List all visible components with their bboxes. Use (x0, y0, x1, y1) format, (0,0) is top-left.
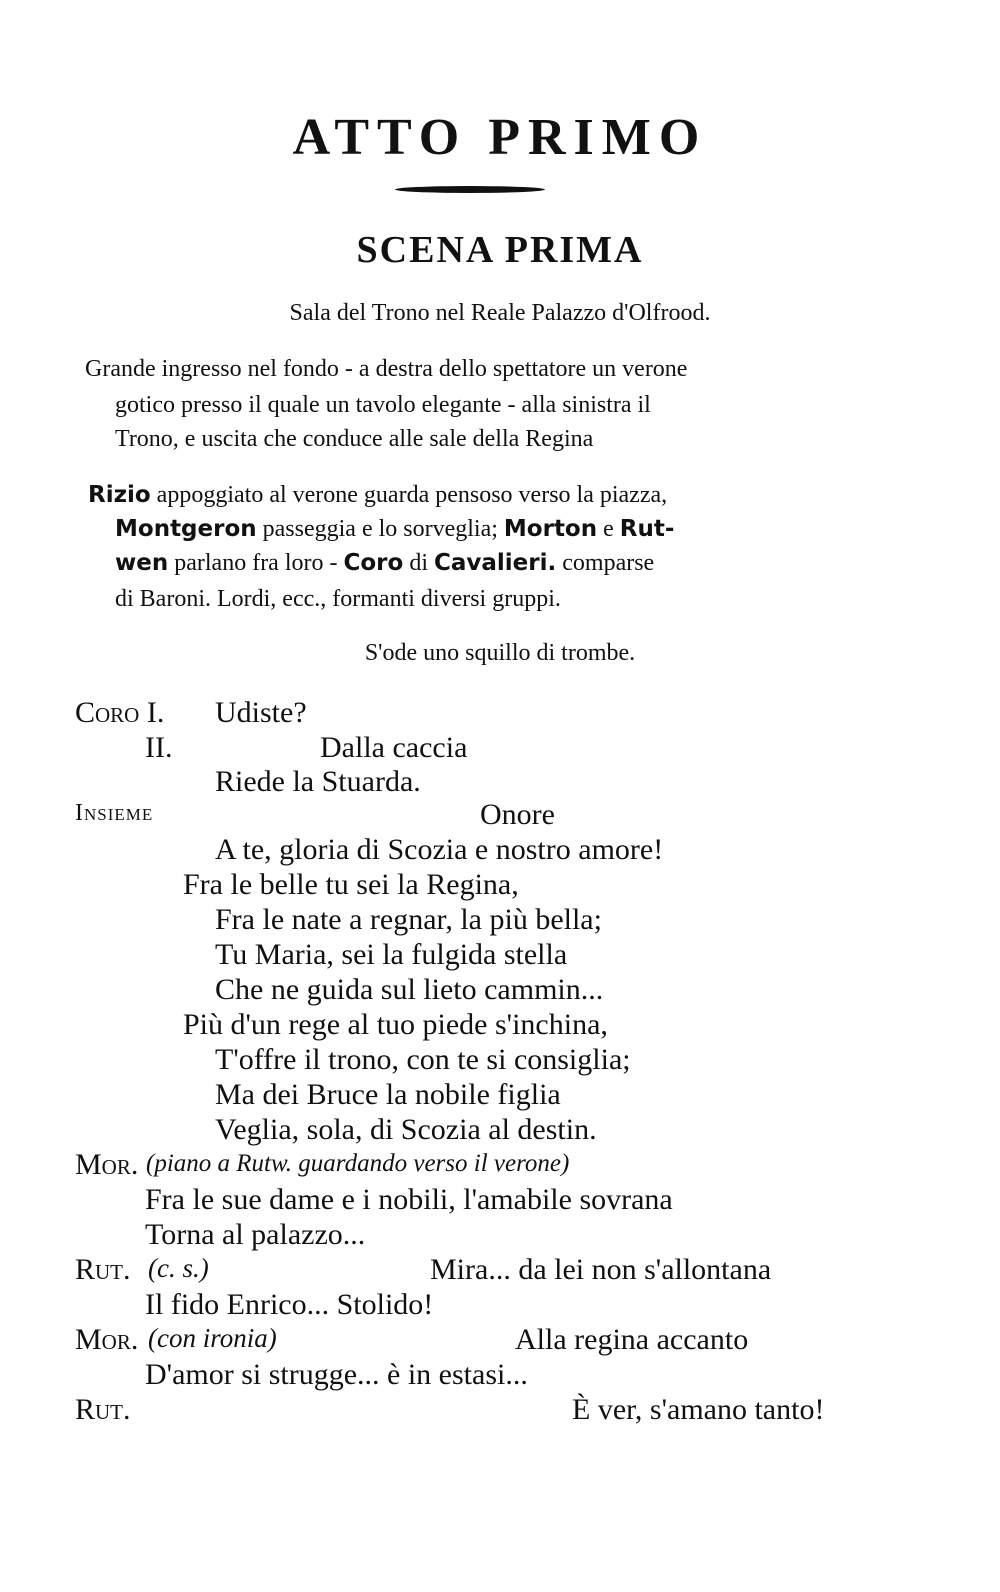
act-title: ATTO PRIMO (292, 109, 708, 166)
verse-line: Il fido Enrico... Stolido! (145, 1288, 434, 1321)
description-line: gotico presso il quale un tavolo elegante - alla sinistra il (115, 392, 651, 418)
character-name: Coro (343, 550, 404, 576)
verse-line: Onore (480, 798, 555, 831)
verse-line: Che ne guida sul lieto cammin... (215, 973, 604, 1006)
verse-line: A te, gloria di Scozia e nostro amore! (215, 833, 664, 866)
stage-direction: S'ode uno squillo di trombe. (364, 640, 636, 666)
verse-line: Dalla caccia (320, 731, 468, 764)
character-name: Cavalieri. (434, 550, 557, 576)
speaker: Coro I. (75, 696, 165, 729)
character-name: wen (115, 550, 169, 576)
stage-note: (con ironia) (148, 1323, 277, 1353)
character-name: Rut- (619, 516, 675, 542)
characters-text: comparse (556, 550, 655, 576)
speaker: Mor. (75, 1148, 139, 1181)
description-line: Grande ingresso nel fondo - a destra dello spettatore un verone (85, 356, 688, 382)
characters-line: di Baroni. Lordi, ecc., formanti diversi gruppi. (115, 586, 561, 612)
verse-line: Tu Maria, sei la fulgida stella (215, 938, 568, 971)
speaker: Rut. (75, 1393, 131, 1426)
character-name: Morton (503, 516, 598, 542)
scene-title: SCENA PRIMA (356, 229, 644, 271)
verse-line: Veglia, sola, di Scozia al destin. (215, 1113, 597, 1146)
stage-note: (c. s.) (148, 1253, 209, 1283)
speaker: II. (145, 731, 173, 764)
verse-line: D'amor si strugge... è in estasi... (145, 1358, 528, 1391)
verse-line: È ver, s'amano tanto! (572, 1393, 825, 1426)
characters-text: e (597, 516, 620, 542)
verse-line: Riede la Stuarda. (215, 765, 421, 798)
verse-line: Alla regina accanto (515, 1323, 749, 1356)
scene-setting: Sala del Trono nel Reale Palazzo d'Olfrood. (289, 300, 711, 326)
verse-line: Più d'un rege al tuo piede s'inchina, (183, 1008, 608, 1041)
characters-text: parlano fra loro - (168, 550, 344, 576)
characters-line (115, 516, 674, 543)
verse-line: Ma dei Bruce la nobile figlia (215, 1078, 561, 1111)
verse-line: Udiste? (215, 696, 307, 729)
title-divider (395, 186, 545, 193)
verse-line: T'offre il trono, con te si consiglia; (215, 1043, 631, 1076)
verse-line: Fra le belle tu sei la Regina, (183, 868, 519, 901)
description-line: Trono, e uscita che conduce alle sale della Regina (115, 426, 594, 452)
verse-line: Fra le sue dame e i nobili, l'amabile sovrana (145, 1183, 673, 1216)
character-name: Rizio (88, 482, 151, 508)
characters-line (115, 550, 654, 577)
stage-note: (piano a Rutw. guardando verso il verone) (146, 1150, 570, 1177)
speaker: Mor. (75, 1323, 139, 1356)
speaker: Insieme (75, 800, 154, 826)
characters-text: passeggia e lo sorveglia; (256, 516, 504, 542)
character-name: Montgeron (115, 516, 257, 542)
speaker: Rut. (75, 1253, 131, 1286)
characters-text: di (403, 550, 434, 576)
verse-line: Torna al palazzo... (145, 1218, 366, 1251)
characters-text: appoggiato al verone guarda pensoso verso la piazza, (150, 482, 668, 508)
verse-line: Fra le nate a regnar, la più bella; (215, 903, 602, 936)
verse-line: Mira... da lei non s'allontana (430, 1253, 772, 1286)
characters-line (88, 482, 667, 509)
